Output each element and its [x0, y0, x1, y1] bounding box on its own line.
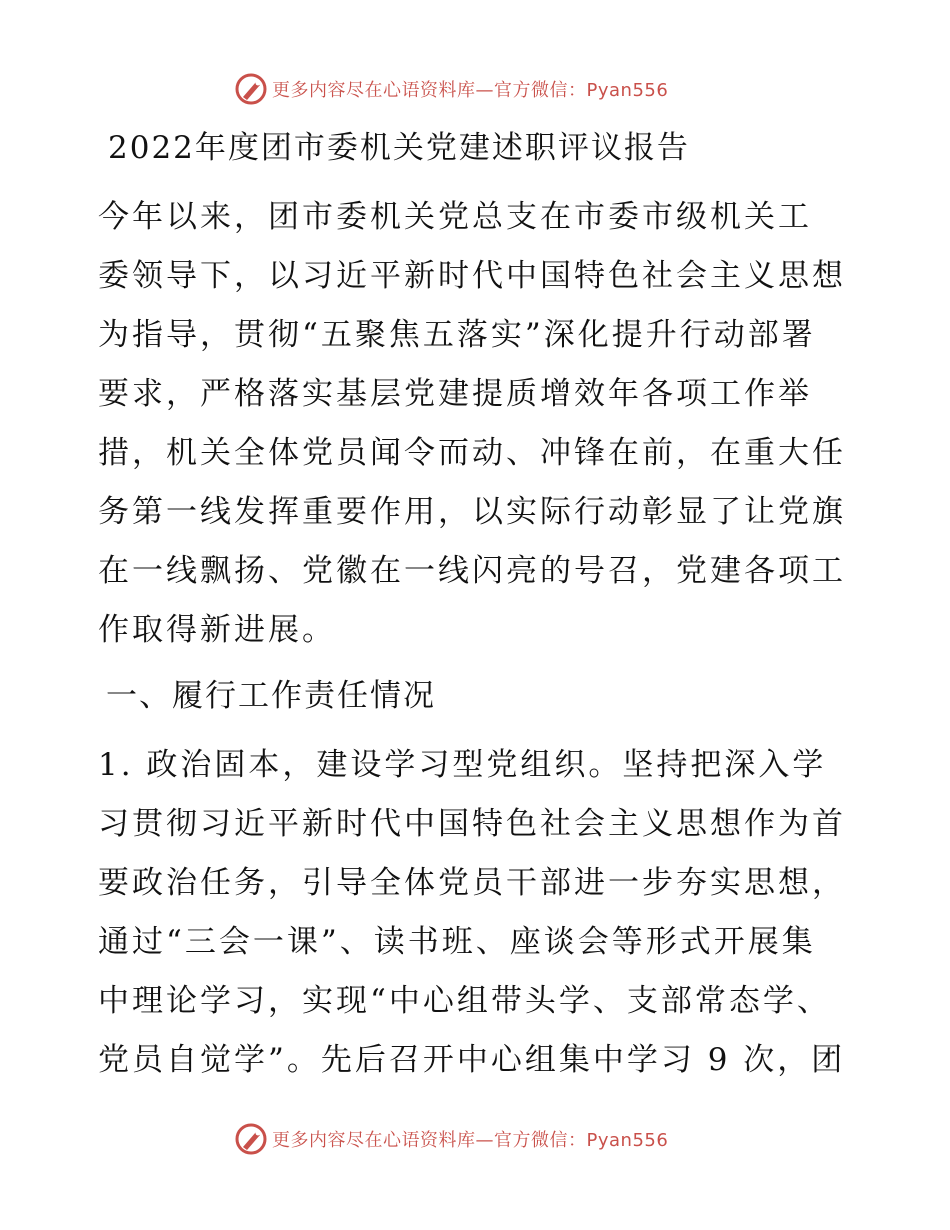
text-line: 习贯彻习近平新时代中国特色社会主义思想作为首 — [98, 806, 846, 842]
text-line: 务第一线发挥重要作用，以实际行动彰显了让党旗 — [98, 494, 846, 530]
text-line: 1. 政治固本，建设学习型党组织。坚持把深入学 — [98, 747, 827, 783]
text-line: 通过“三会一课”、读书班、座谈会等形式开展集 — [98, 924, 816, 960]
text-line: 要求，严格落实基层党建提质增效年各项工作举 — [98, 376, 812, 412]
text-line: 今年以来，团市委机关党总支在市委市级机关工 — [98, 199, 812, 235]
text-line: 中理论学习，实现“中心组带头学、支部常态学、 — [98, 983, 831, 1019]
pen-logo-icon — [234, 72, 268, 106]
pen-logo-icon — [234, 1122, 268, 1156]
intro-paragraph — [98, 188, 858, 660]
text-line: 措，机关全体党员闻令而动、冲锋在前，在重大任 — [98, 435, 846, 471]
watermark-text: 更多内容尽在心语资料库—官方微信：Pyan556 — [272, 1130, 669, 1151]
document-page — [98, 128, 858, 1106]
section-paragraph — [98, 736, 858, 1090]
text-line: 作取得新进展。 — [98, 612, 336, 648]
section-heading: 一、履行工作责任情况 — [106, 678, 436, 714]
watermark-header — [234, 72, 668, 106]
text-line: 为指导，贯彻“五聚焦五落实”深化提升行动部署 — [98, 317, 816, 353]
watermark-text: 更多内容尽在心语资料库—官方微信：Pyan556 — [272, 80, 669, 101]
watermark-footer — [234, 1122, 668, 1156]
text-line: 委领导下，以习近平新时代中国特色社会主义思想 — [98, 258, 846, 294]
document-title: 2022年度团市委机关党建述职评议报告 — [108, 130, 690, 166]
text-line: 要政治任务，引导全体党员干部进一步夯实思想， — [98, 865, 846, 901]
text-line: 党员自觉学”。先后召开中心组集中学习 9 次，团 — [98, 1042, 846, 1078]
text-line: 在一线飘扬、党徽在一线闪亮的号召，党建各项工 — [98, 553, 846, 589]
